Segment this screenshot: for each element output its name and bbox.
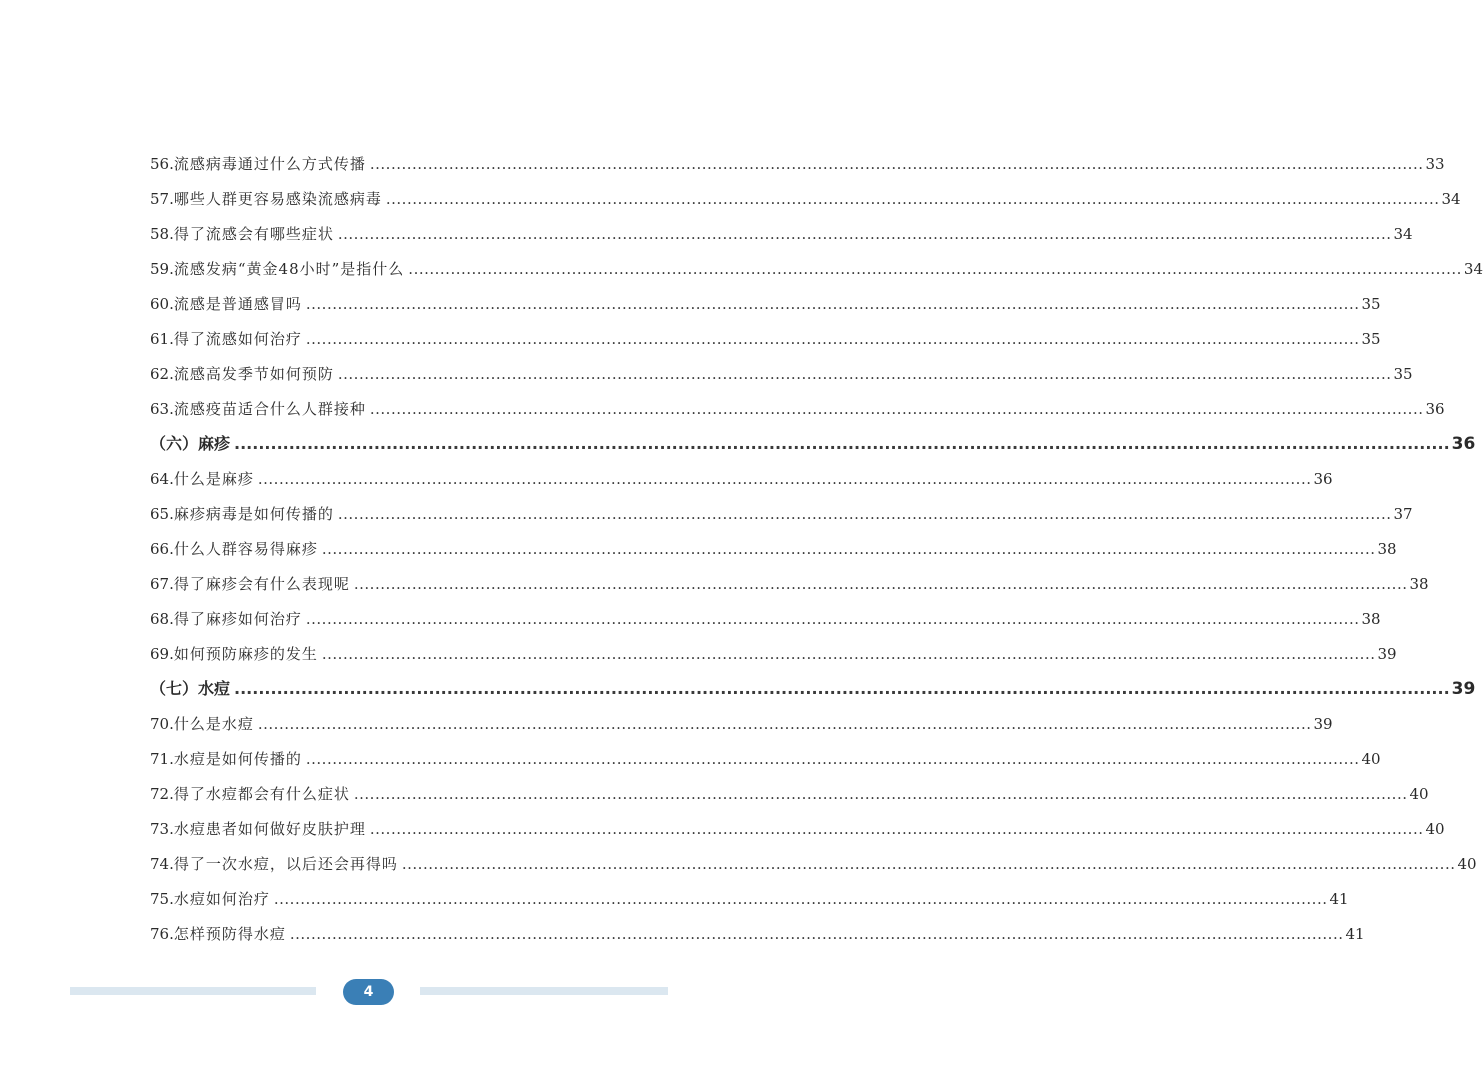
toc-entry-title: 麻疹病毒是如何传播的 (173, 505, 334, 523)
toc-page-number: 36 (1451, 434, 1476, 454)
toc-entry-title: 水痘如何治疗 (173, 890, 270, 908)
toc-leader-dots: ........................................................................................................................................................................................................ (305, 750, 1360, 768)
toc-leader-dots: ........................................................................................................................................................................................................ (353, 785, 1408, 803)
toc-entry[interactable] (150, 461, 1333, 496)
toc-leader-dots: ........................................................................................................................................................................................................ (305, 610, 1360, 628)
toc-entry-number: 74. (150, 855, 174, 873)
toc-entry[interactable] (150, 741, 1381, 776)
toc-entry-number: 67. (150, 575, 174, 593)
toc-leader-dots: ........................................................................................................................................................................................................ (234, 679, 1450, 698)
toc-entry-number: 65. (150, 505, 174, 523)
toc-entry[interactable] (150, 286, 1381, 321)
toc-leader-dots: ........................................................................................................................................................................................................ (401, 855, 1456, 873)
toc-entry[interactable] (150, 356, 1413, 391)
toc-entry-number: 57. (150, 190, 174, 208)
toc-page-number: 35 (1393, 365, 1413, 383)
toc-page-number: 40 (1361, 750, 1381, 768)
toc-leader-dots: ........................................................................................................................................................................................................ (321, 540, 1376, 558)
toc-entry-title: 流感是普通感冒吗 (173, 295, 302, 313)
toc-section-title: （六）麻疹 (150, 434, 231, 453)
table-of-contents (150, 146, 1483, 951)
toc-entry-title: 流感高发季节如何预防 (173, 365, 334, 383)
toc-leader-dots: ........................................................................................................................................................................................................ (337, 225, 1392, 243)
toc-page-number: 39 (1313, 715, 1333, 733)
toc-entry[interactable] (150, 216, 1413, 251)
toc-entry-title: 得了麻疹会有什么表现呢 (173, 575, 350, 593)
toc-entry[interactable] (150, 811, 1445, 846)
toc-entry[interactable] (150, 531, 1397, 566)
toc-entry-number: 62. (150, 365, 174, 383)
toc-page-number: 34 (1463, 260, 1483, 278)
toc-leader-dots: ........................................................................................................................................................................................................ (353, 575, 1408, 593)
toc-leader-dots: ........................................................................................................................................................................................................ (257, 470, 1312, 488)
toc-leader-dots: ........................................................................................................................................................................................................ (273, 890, 1328, 908)
toc-entry-title: 哪些人群更容易感染流感病毒 (173, 190, 382, 208)
toc-entry[interactable] (150, 321, 1381, 356)
toc-leader-dots: ........................................................................................................................................................................................................ (369, 820, 1424, 838)
toc-entry-title: 什么是麻疹 (173, 470, 254, 488)
toc-page-number: 36 (1313, 470, 1333, 488)
toc-leader-dots: ........................................................................................................................................................................................................ (289, 925, 1344, 943)
toc-page-number: 38 (1409, 575, 1429, 593)
toc-entry-title: 如何预防麻疹的发生 (173, 645, 318, 663)
footer-bar-left (70, 987, 316, 995)
toc-entry-number: 56. (150, 155, 174, 173)
toc-page-number: 34 (1441, 190, 1461, 208)
toc-entry[interactable] (150, 601, 1381, 636)
toc-page-number: 38 (1361, 610, 1381, 628)
toc-page-number: 39 (1451, 679, 1476, 699)
toc-leader-dots: ........................................................................................................................................................................................................ (321, 645, 1376, 663)
toc-page-number: 38 (1377, 540, 1397, 558)
toc-leader-dots: ........................................................................................................................................................................................................ (305, 330, 1360, 348)
toc-entry-title: 什么人群容易得麻疹 (173, 540, 318, 558)
toc-entry[interactable] (150, 636, 1397, 671)
toc-entry-title: 得了麻疹如何治疗 (173, 610, 302, 628)
toc-leader-dots: ........................................................................................................................................................................................................ (305, 295, 1360, 313)
toc-entry-number: 58. (150, 225, 174, 243)
toc-entry[interactable] (150, 776, 1429, 811)
toc-page-number: 35 (1361, 330, 1381, 348)
toc-entry-number: 63. (150, 400, 174, 418)
toc-section-heading[interactable] (150, 671, 1476, 706)
toc-leader-dots: ........................................................................................................................................................................................................ (337, 365, 1392, 383)
toc-leader-dots: ........................................................................................................................................................................................................ (234, 434, 1450, 453)
toc-leader-dots: ........................................................................................................................................................................................................ (408, 260, 1462, 278)
toc-entry-title: 得了水痘都会有什么症状 (173, 785, 350, 803)
toc-entry-title: 得了一次水痘，以后还会再得吗 (173, 855, 398, 873)
toc-entry-title: 怎样预防得水痘 (173, 925, 286, 943)
toc-entry-title: 流感发病“黄金48小时”是指什么 (173, 260, 405, 278)
toc-page-number: 39 (1377, 645, 1397, 663)
toc-entry-title: 流感疫苗适合什么人群接种 (173, 400, 366, 418)
toc-entry-number: 73. (150, 820, 174, 838)
toc-entry-number: 60. (150, 295, 174, 313)
toc-leader-dots: ........................................................................................................................................................................................................ (369, 155, 1424, 173)
toc-entry-number: 76. (150, 925, 174, 943)
toc-page-number: 40 (1457, 855, 1477, 873)
toc-page-number: 40 (1409, 785, 1429, 803)
toc-page-number: 41 (1345, 925, 1365, 943)
page-number-badge: 4 (343, 979, 394, 1005)
toc-entry[interactable] (150, 846, 1477, 881)
toc-page-number: 40 (1425, 820, 1445, 838)
toc-entry[interactable] (150, 881, 1349, 916)
toc-entry[interactable] (150, 496, 1413, 531)
toc-entry-number: 61. (150, 330, 174, 348)
toc-entry-title: 什么是水痘 (173, 715, 254, 733)
toc-entry-number: 69. (150, 645, 174, 663)
toc-entry-number: 72. (150, 785, 174, 803)
toc-entry-number: 64. (150, 470, 174, 488)
page-footer (0, 978, 750, 1008)
toc-entry-title: 流感病毒通过什么方式传播 (173, 155, 366, 173)
toc-entry[interactable] (150, 181, 1461, 216)
toc-entry-title: 水痘是如何传播的 (173, 750, 302, 768)
toc-entry-title: 得了流感如何治疗 (173, 330, 302, 348)
toc-entry-title: 得了流感会有哪些症状 (173, 225, 334, 243)
toc-leader-dots: ........................................................................................................................................................................................................ (337, 505, 1392, 523)
toc-page-number: 35 (1361, 295, 1381, 313)
toc-entry-title: 水痘患者如何做好皮肤护理 (173, 820, 366, 838)
toc-entry-number: 68. (150, 610, 174, 628)
footer-bar-right (420, 987, 668, 995)
toc-entry-number: 66. (150, 540, 174, 558)
toc-section-heading[interactable] (150, 426, 1476, 461)
toc-page-number: 34 (1393, 225, 1413, 243)
toc-entry[interactable] (150, 146, 1445, 181)
toc-leader-dots: ........................................................................................................................................................................................................ (257, 715, 1312, 733)
toc-entry[interactable] (150, 916, 1365, 951)
toc-entry[interactable] (150, 706, 1333, 741)
toc-section-title: （七）水痘 (150, 679, 231, 698)
toc-leader-dots: ........................................................................................................................................................................................................ (385, 190, 1440, 208)
toc-page-number: 36 (1425, 400, 1445, 418)
toc-page-number: 37 (1393, 505, 1413, 523)
toc-entry[interactable] (150, 566, 1429, 601)
toc-entry-number: 70. (150, 715, 174, 733)
toc-leader-dots: ........................................................................................................................................................................................................ (369, 400, 1424, 418)
toc-entry[interactable] (150, 251, 1483, 286)
toc-entry-number: 75. (150, 890, 174, 908)
toc-entry-number: 71. (150, 750, 174, 768)
toc-entry-number: 59. (150, 260, 174, 278)
toc-page-number: 41 (1329, 890, 1349, 908)
toc-entry[interactable] (150, 391, 1445, 426)
toc-page-number: 33 (1425, 155, 1445, 173)
